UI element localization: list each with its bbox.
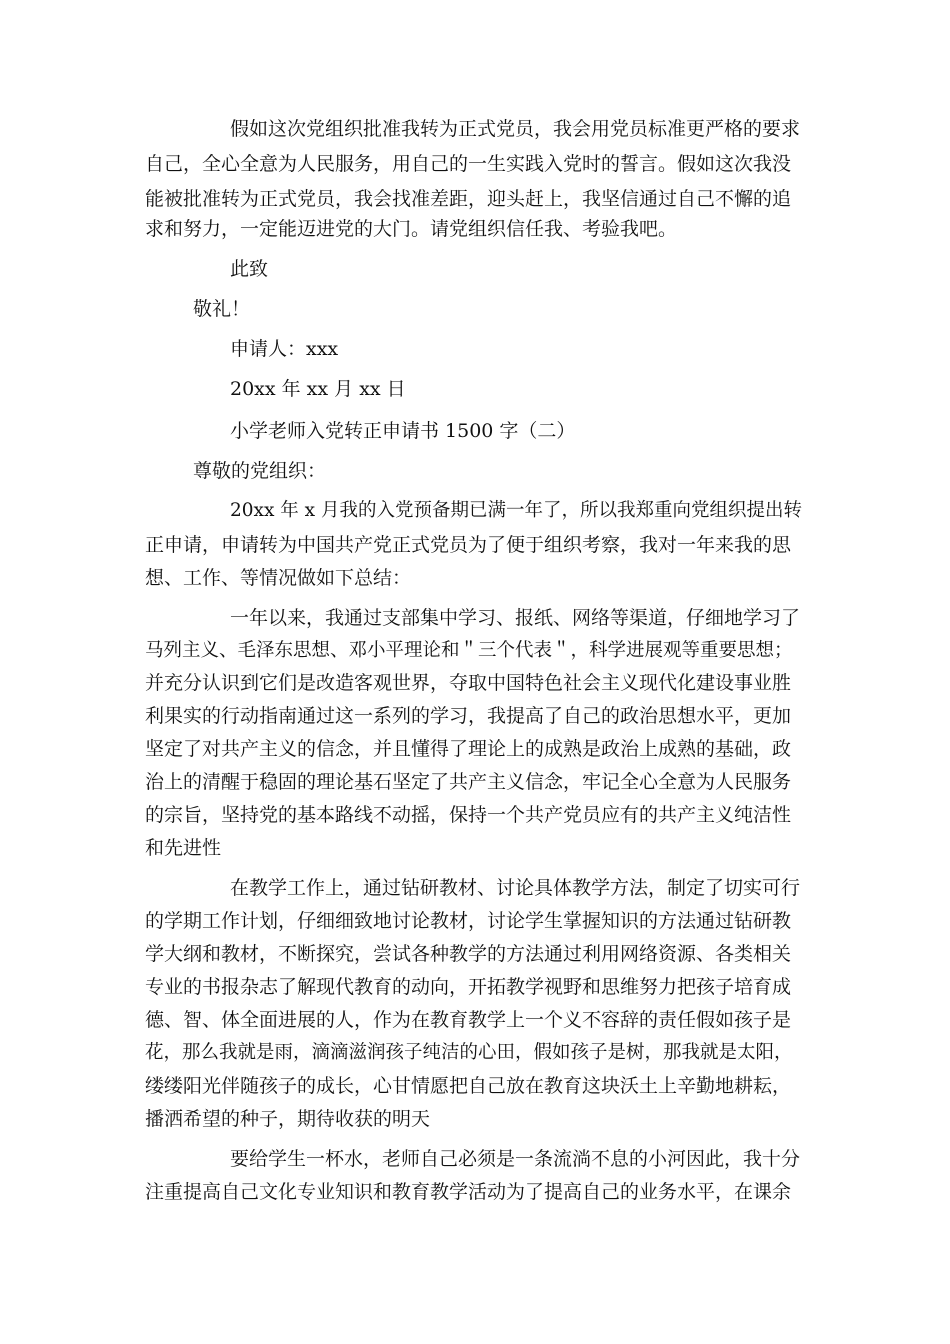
section-title: 小学老师入党转正申请书 1500 字（二） xyxy=(230,420,576,442)
salutation: 尊敬的党组织： xyxy=(193,460,327,482)
paragraph-line: 学大纲和教材，不断探究，尝试各种教学的方法通过利用网络资源、各类相关 xyxy=(145,943,792,965)
paragraph-line: 的学期工作计划，仔细细致地讨论教材，讨论学生掌握知识的方法通过钻研教 xyxy=(145,910,792,932)
paragraph-line: 和先进性 xyxy=(145,837,222,859)
paragraph-line: 的宗旨，坚持党的基本路线不动摇，保持一个共产党员应有的共产主义纯洁性 xyxy=(145,804,792,826)
application-date: 20xx 年 xx 月 xx 日 xyxy=(230,378,406,400)
paragraph-line: 一年以来，我通过支部集中学习、报纸、网络等渠道，仔细地学习了 xyxy=(230,607,801,629)
paragraph-line: 花，那么我就是雨，滴滴滋润孩子纯洁的心田，假如孩子是树，那我就是太阳， xyxy=(145,1042,793,1063)
paragraph-line: 求和努力，一定能迈进党的大门。请党组织信任我、考验我吧。 xyxy=(145,218,678,240)
paragraph-line: 假如这次党组织批准我转为正式党员，我会用党员标准更严格的要求 xyxy=(230,118,801,140)
paragraph-line: 20xx 年 x 月我的入党预备期已满一年了，所以我郑重向党组织提出转 xyxy=(230,500,802,521)
closing-jingli: 敬礼！ xyxy=(193,298,251,320)
paragraph-line: 在教学工作上，通过钻研教材、讨论具体教学方法，制定了切实可行 xyxy=(230,877,801,899)
paragraph-line: 治上的清醒于稳固的理论基石坚定了共产主义信念，牢记全心全意为人民服务 xyxy=(145,771,792,793)
paragraph-line: 并充分认识到它们是改造客观世界，夺取中国特色社会主义现代化建设事业胜 xyxy=(145,672,792,694)
applicant-signature: 申请人：xxx xyxy=(230,338,339,360)
paragraph-line: 播洒希望的种子，期待收获的明天 xyxy=(145,1108,431,1130)
paragraph-line: 坚定了对共产主义的信念，并且懂得了理论上的成熟是政治上成熟的基础，政 xyxy=(145,738,792,760)
paragraph-line: 马列主义、毛泽东思想、邓小平理论和＂三个代表＂，科学进展观等重要思想； xyxy=(145,640,793,661)
paragraph-line: 专业的书报杂志了解现代教育的动向，开拓教学视野和思维努力把孩子培育成 xyxy=(145,976,792,998)
paragraph-line: 利果实的行动指南通过这一系列的学习，我提高了自己的政治思想水平，更加 xyxy=(145,705,792,727)
paragraph-line: 缕缕阳光伴随孩子的成长，心甘情愿把自己放在教育这块沃土上辛勤地耕耘， xyxy=(145,1075,792,1097)
paragraph-line: 德、智、体全面进展的人，作为在教育教学上一个义不容辞的责任假如孩子是 xyxy=(145,1009,792,1031)
paragraph-line: 能被批准转为正式党员，我会找准差距，迎头赶上，我坚信通过自己不懈的追 xyxy=(145,188,792,210)
paragraph-line: 想、工作、等情况做如下总结： xyxy=(145,567,412,589)
paragraph-line: 要给学生一杯水，老师自己必须是一条流淌不息的小河因此，我十分 xyxy=(230,1148,801,1170)
paragraph-line: 正申请，申请转为中国共产党正式党员为了便于组织考察，我对一年来我的思 xyxy=(145,534,792,556)
paragraph-line: 自己，全心全意为人民服务，用自己的一生实践入党时的誓言。假如这次我没 xyxy=(145,153,792,175)
closing-cizhi: 此致 xyxy=(230,258,269,280)
paragraph-line: 注重提高自己文化专业知识和教育教学活动为了提高自己的业务水平，在课余 xyxy=(145,1181,792,1203)
